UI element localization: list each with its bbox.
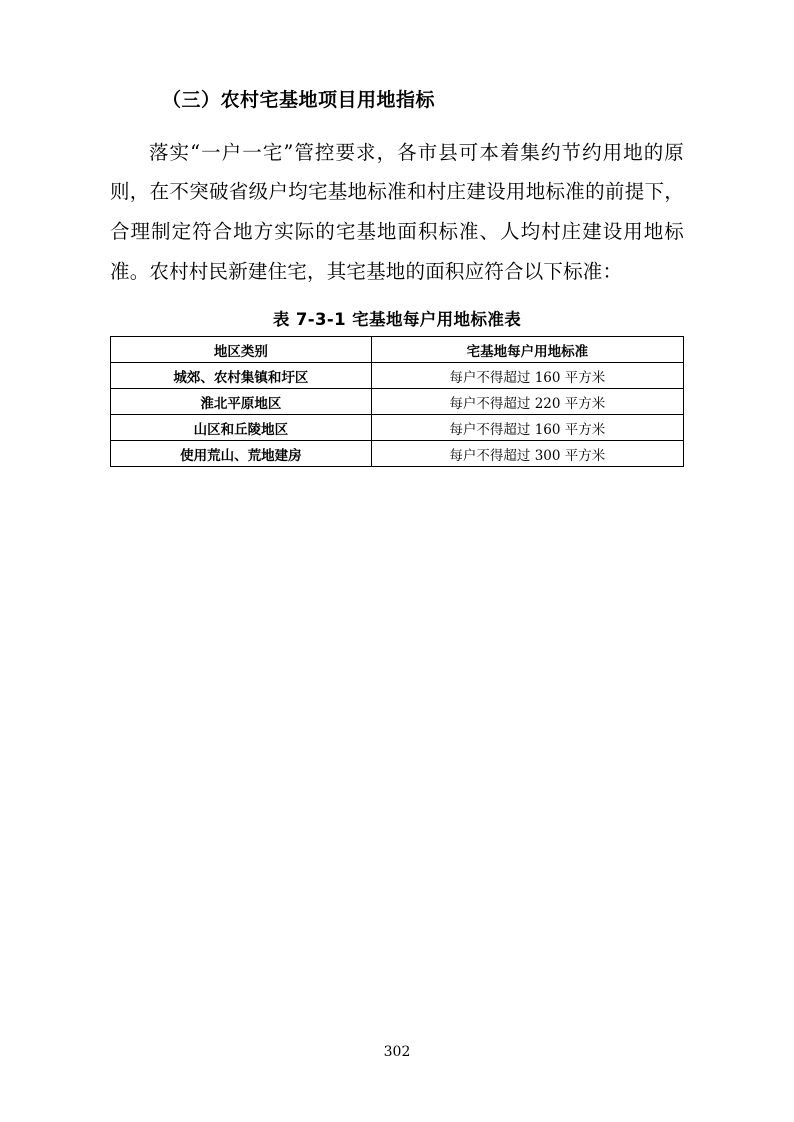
table-row [111, 363, 684, 389]
column-header-standard: 宅基地每户用地标准 [371, 337, 683, 363]
cell-category: 山区和丘陵地区 [111, 415, 372, 441]
table-row [111, 415, 684, 441]
column-header-category: 地区类别 [111, 337, 372, 363]
cell-standard: 每户不得超过 220 平方米 [371, 389, 683, 415]
table-row [111, 441, 684, 467]
cell-standard: 每户不得超过 300 平方米 [371, 441, 683, 467]
land-standard-table [110, 336, 684, 467]
cell-category: 城郊、农村集镇和圩区 [111, 363, 372, 389]
body-paragraph: 落实“一户一宅”管控要求，各市县可本着集约节约用地的原则，在不突破省级户均宅基地标准和村庄建设用地标准的前提下，合理制定符合地方实际的宅基地面积标准、人均村庄建设用地标准。农村村民新建住宅，其宅基地的面积应符合以下标准： [110, 140, 684, 284]
cell-category: 淮北平原地区 [111, 389, 372, 415]
table-row [111, 389, 684, 415]
page-number: 302 [383, 1044, 411, 1060]
cell-category: 使用荒山、荒地建房 [111, 441, 372, 467]
table-header-row [111, 337, 684, 363]
section-heading: （三）农村宅基地项目用地指标 [162, 89, 436, 111]
cell-standard: 每户不得超过 160 平方米 [371, 363, 683, 389]
table-caption: 表 7-3-1 宅基地每户用地标准表 [272, 310, 522, 330]
cell-standard: 每户不得超过 160 平方米 [371, 415, 683, 441]
